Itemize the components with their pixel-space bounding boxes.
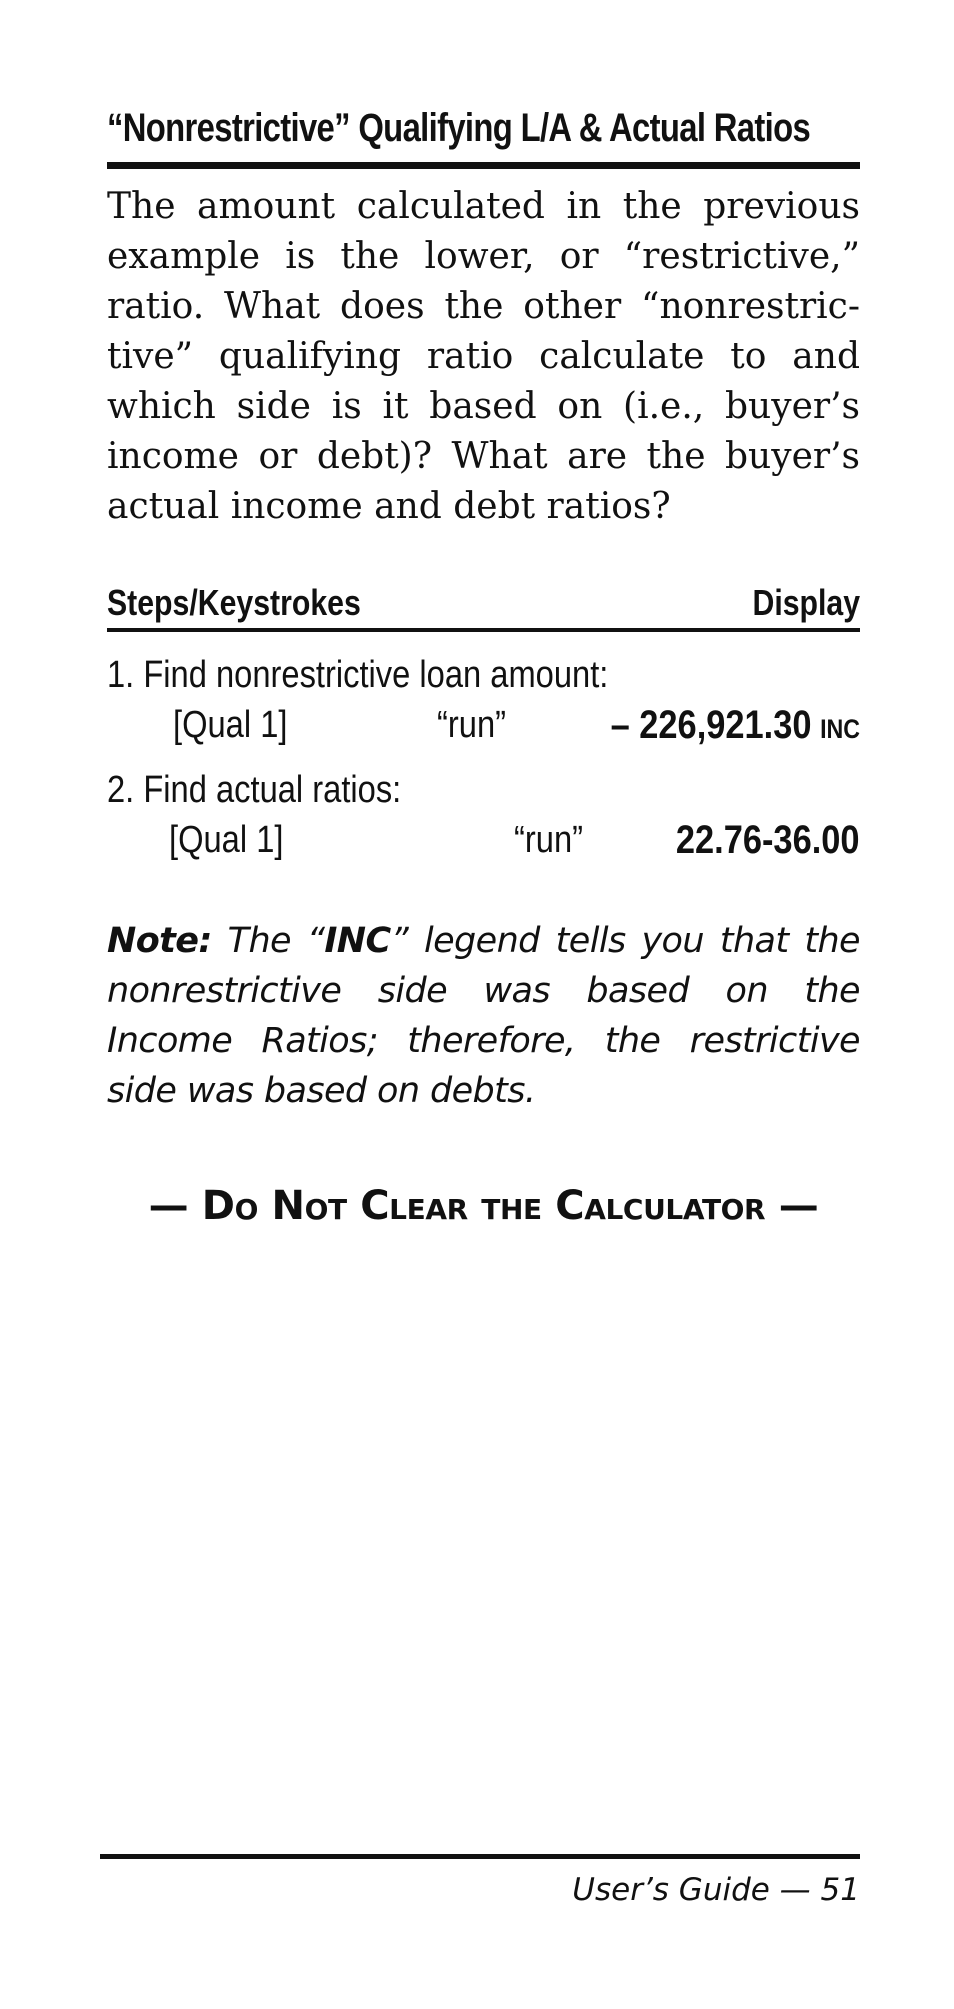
step-2-display: 22.76-36.00 <box>676 818 860 862</box>
display-column-header: Display <box>752 582 860 623</box>
footer-divider <box>100 1854 860 1859</box>
note-emphasis: INC <box>324 921 391 961</box>
manual-page <box>107 0 860 2009</box>
note-paragraph <box>107 916 860 1116</box>
step-2-run: “run” <box>514 819 584 861</box>
do-not-clear-banner: — Do Not Clear the Calculator — <box>148 1183 819 1229</box>
step-2-keystroke: [Qual 1] <box>169 819 284 861</box>
step-1-display-legend: INC <box>820 714 860 744</box>
step-2-label: 2. Find actual ratios: <box>107 769 402 811</box>
steps-table-header <box>107 578 860 628</box>
step-1-run: “run” <box>437 704 507 746</box>
note-text-pre: The “ <box>211 921 325 961</box>
note-text-post: ” legend tells you that the nonrestrictive side was based on the Income Ratios; therefore, the restrictive side was based on debts. <box>107 921 860 1111</box>
note-lead: Note: <box>107 921 212 961</box>
steps-column-header: Steps/Keystrokes <box>107 582 361 623</box>
step-1-display-value: – 226,921.30 <box>610 703 812 747</box>
title-divider <box>107 162 860 169</box>
section-title: “Nonrestrictive” Qualifying L/A & Actual Ratios <box>107 106 811 150</box>
intro-paragraph: The amount calculated in the previous example is the lower, or “restrictive,” ratio. What does the other “nonrestric-tive” qualifying ratio calculate to and which side is it based on (i.e., buyer’s income or debt)? What are the buyer’s actual income and debt ratios? <box>107 186 860 527</box>
step-1-label: 1. Find nonrestrictive loan amount: <box>107 654 609 696</box>
step-1-keystroke: [Qual 1] <box>173 704 288 746</box>
page-footer: User’s Guide — 51 <box>572 1872 860 1908</box>
step-1-display <box>611 700 860 754</box>
steps-header-divider <box>107 628 860 632</box>
